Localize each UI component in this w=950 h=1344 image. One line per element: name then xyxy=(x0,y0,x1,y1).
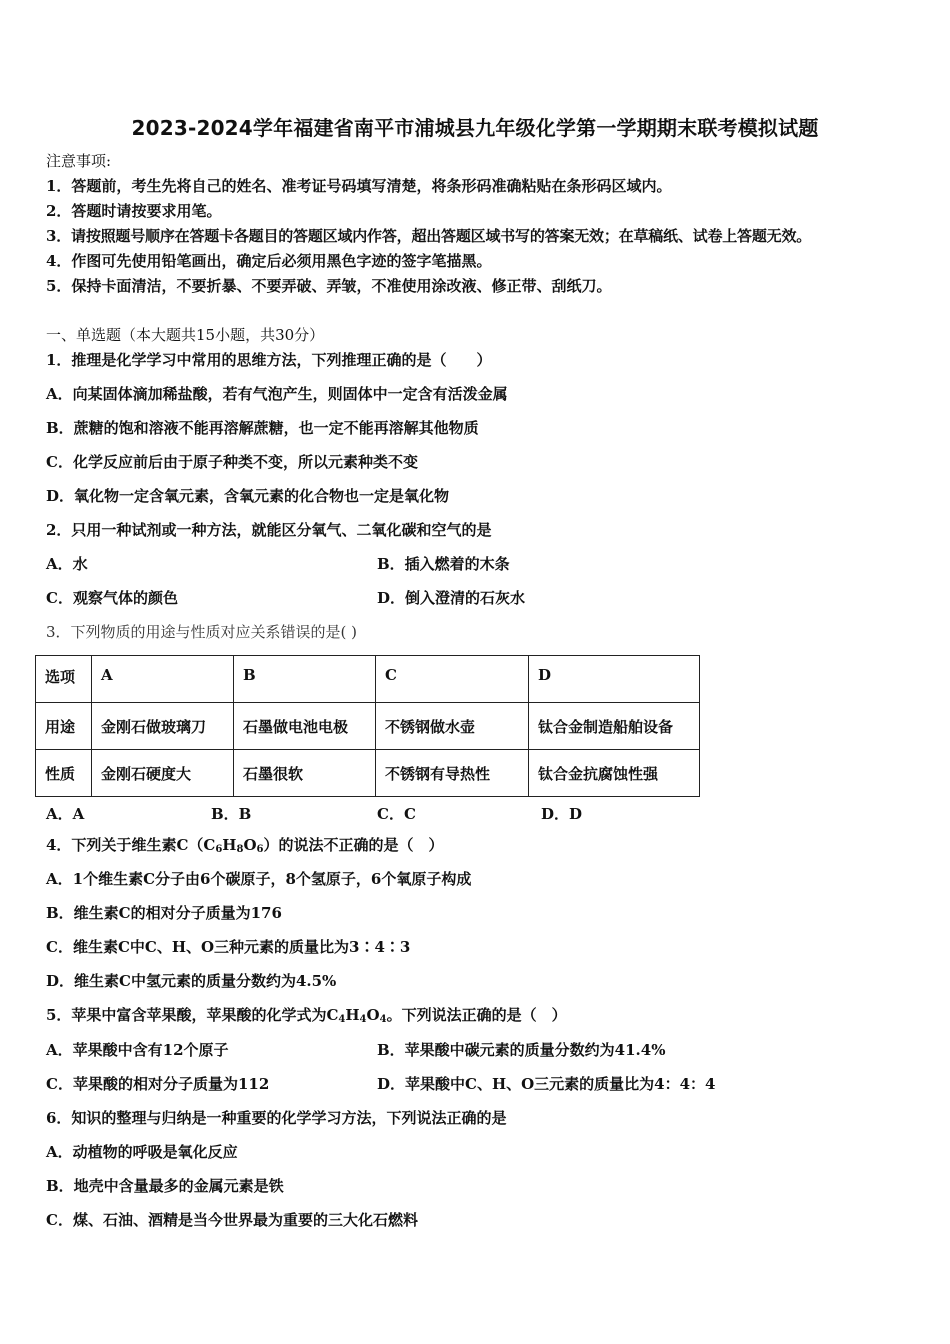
notice-item-4: 4．作图可先使用铅笔画出，确定后必须用黑色字迹的签字笔描黑。 xyxy=(46,252,492,270)
question-6-option-a[interactable]: A．动植物的呼吸是氧化反应 xyxy=(46,1143,238,1161)
subscript: 6 xyxy=(215,844,223,855)
question-4-option-c[interactable]: C．维生素C中C、H、O三种元素的质量比为3∶4∶3 xyxy=(46,938,411,956)
formula-part: H xyxy=(222,836,237,854)
question-1-option-d[interactable]: D．氧化物一定含氧元素，含氧元素的化合物也一定是氧化物 xyxy=(46,487,450,505)
table-cell: 石墨做电池电极 xyxy=(234,703,376,750)
question-1-option-a[interactable]: A．向某固体滴加稀盐酸，若有气泡产生，则固体中一定含有活泼金属 xyxy=(46,385,508,403)
table-header-row xyxy=(36,656,700,703)
formula-part: O xyxy=(243,836,257,854)
question-6-option-b[interactable]: B．地壳中含量最多的金属元素是铁 xyxy=(46,1177,284,1195)
question-2-option-a[interactable]: A．水 xyxy=(46,555,88,573)
formula-part: O xyxy=(366,1006,380,1024)
question-5-option-b[interactable]: B．苹果酸中碳元素的质量分数约为41.4% xyxy=(377,1041,666,1059)
notice-item-2: 2．答题时请按要求用笔。 xyxy=(46,202,222,220)
question-3-option-d[interactable]: D．D xyxy=(541,805,583,823)
table-cell: 钛合金制造船舶设备 xyxy=(529,703,700,750)
subscript: 4 xyxy=(338,1014,346,1025)
question-2-option-d[interactable]: D．倒入澄清的石灰水 xyxy=(377,589,526,607)
question-1-option-b[interactable]: B．蔗糖的饱和溶液不能再溶解蔗糖，也一定不能再溶解其他物质 xyxy=(46,419,479,437)
table-cell: 用途 xyxy=(36,703,92,750)
question-3-stem: 3．下列物质的用途与性质对应关系错误的是( ) xyxy=(46,623,358,641)
question-5-option-d[interactable]: D．苹果酸中C、H、O三元素的质量比为4：4：4 xyxy=(377,1075,716,1093)
table-cell: D xyxy=(529,656,700,703)
question-1-option-c[interactable]: C．化学反应前后由于原子种类不变，所以元素种类不变 xyxy=(46,453,418,471)
question-3-option-a[interactable]: A．A xyxy=(46,805,85,823)
question-5-stem xyxy=(46,1005,567,1030)
table-cell: 金刚石做玻璃刀 xyxy=(92,703,234,750)
stem-text: 。下列说法正确的是（ ） xyxy=(386,1006,567,1024)
stem-text: 5．苹果中富含苹果酸，苹果酸的化学式为C xyxy=(46,1006,339,1024)
notice-item-5: 5．保持卡面清洁，不要折暴、不要弄破、弄皱，不准使用涂改液、修正带、刮纸刀。 xyxy=(46,277,612,295)
table-cell: 石墨很软 xyxy=(234,750,376,797)
section-heading: 一、单选题（本大题共15小题，共30分） xyxy=(46,326,325,344)
page-title: 2023-2024学年福建省南平市浦城县九年级化学第一学期期末联考模拟试题 xyxy=(131,116,819,140)
notice-item-1: 1．答题前，考生先将自己的姓名、准考证号码填写清楚，将条形码准确粘贴在条形码区域内。 xyxy=(46,177,672,195)
question-4-stem xyxy=(46,835,444,860)
subscript: 8 xyxy=(236,844,244,855)
table-cell: 不锈钢做水壶 xyxy=(376,703,529,750)
subscript: 6 xyxy=(256,844,264,855)
notice-heading: 注意事项: xyxy=(46,152,112,170)
table-cell: B xyxy=(234,656,376,703)
stem-text: ）的说法不正确的是（ ） xyxy=(263,836,444,854)
question-5-option-c[interactable]: C．苹果酸的相对分子质量为112 xyxy=(46,1075,270,1093)
table-cell: 选项 xyxy=(36,656,92,703)
notice-item-3: 3．请按照题号顺序在答题卡各题目的答题区域内作答，超出答题区域书写的答案无效；在草稿纸、试卷上答题无效。 xyxy=(46,227,812,245)
question-4-option-a[interactable]: A．1个维生素C分子由6个碳原子，8个氢原子，6个氧原子构成 xyxy=(46,870,472,888)
table-cell: 性质 xyxy=(36,750,92,797)
formula-part: H xyxy=(345,1006,360,1024)
table-cell: 不锈钢有导热性 xyxy=(376,750,529,797)
question-2-option-b[interactable]: B．插入燃着的木条 xyxy=(377,555,510,573)
table-cell: 金刚石硬度大 xyxy=(92,750,234,797)
question-3-option-c[interactable]: C．C xyxy=(377,805,416,823)
question-2-option-c[interactable]: C．观察气体的颜色 xyxy=(46,589,178,607)
question-4-option-b[interactable]: B．维生素C的相对分子质量为176 xyxy=(46,904,282,922)
question-1-stem: 1．推理是化学学习中常用的思维方法，下列推理正确的是（ ） xyxy=(46,351,492,369)
table-row xyxy=(36,703,700,750)
question-3-table xyxy=(35,655,700,797)
question-3-option-b[interactable]: B．B xyxy=(211,805,252,823)
question-6-stem: 6．知识的整理与归纳是一种重要的化学学习方法，下列说法正确的是 xyxy=(46,1109,507,1127)
subscript: 4 xyxy=(359,1014,367,1025)
question-4-option-d[interactable]: D．维生素C中氢元素的质量分数约为4.5% xyxy=(46,972,337,990)
question-5-option-a[interactable]: A．苹果酸中含有12个原子 xyxy=(46,1041,229,1059)
stem-text: 4．下列关于维生素C（C xyxy=(46,836,216,854)
question-6-option-c[interactable]: C．煤、石油、酒精是当今世界最为重要的三大化石燃料 xyxy=(46,1211,418,1229)
table-cell: 钛合金抗腐蚀性强 xyxy=(529,750,700,797)
table-cell: C xyxy=(376,656,529,703)
table-cell: A xyxy=(92,656,234,703)
subscript: 4 xyxy=(379,1014,387,1025)
question-2-stem: 2．只用一种试剂或一种方法，就能区分氧气、二氧化碳和空气的是 xyxy=(46,521,492,539)
table-row xyxy=(36,750,700,797)
